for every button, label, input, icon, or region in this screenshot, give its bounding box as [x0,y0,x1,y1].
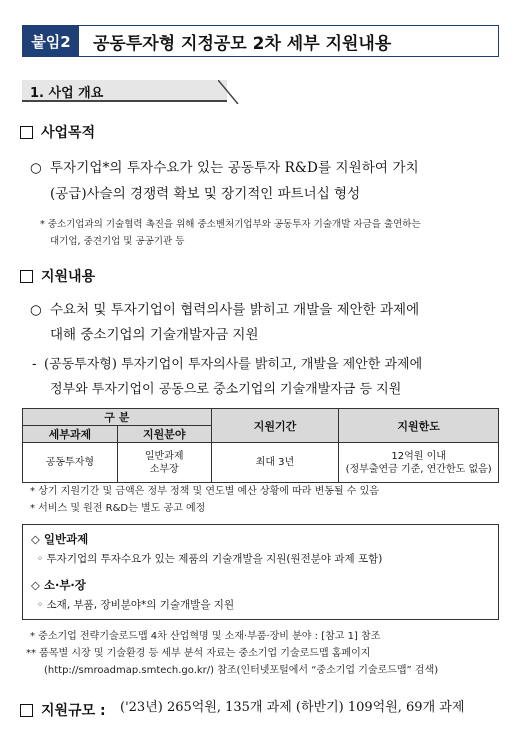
scale-heading [20,700,106,720]
content-dash-line-1: (공동투자형) 투자기업이 투자의사를 밝히고, 개발을 제안한 과제에 [44,357,423,372]
content-dash-line-2: 정부와 투자기업이 공동으로 중소기업의 기술개발자금 등 지원 [50,382,402,397]
purpose-heading [20,122,95,142]
table-note-1: * 상기 지원기간 및 금액은 정부 정책 및 연도별 예산 상황에 따라 변동될 수 있음 [30,486,379,497]
footnote-2: ** 품목별 시장 및 기술환경 등 세부 분석 자료는 중소기업 기술로드맵 홈페이지 [26,648,371,659]
table-cell-limit-line-1: 12억원 이내 [391,450,446,462]
purpose-line-2: (공급)사슬의 경쟁력 확보 및 장기적인 파트너십 형성 [50,186,361,202]
table-cell-limit-line-2: (정부출연금 기준, 연간한도 없음) [345,463,492,475]
table-header-task: 세부과제 [23,426,118,443]
footnote-3: (http://smroadmap.smtech.go.kr/) 참조(인터넷포털에서 “중소기업 기술로드맵” 검색) [44,665,439,676]
sobujang-text: ◦ 소재, 부품, 장비분야*의 기술개발을 지원 [37,599,235,611]
table-cell-period: 최대 3년 [211,443,339,483]
table-cell-field-line-1: 일반과제 [144,450,184,462]
general-task-heading: ◇ 일반과제 [31,532,89,546]
section-corner-slash [218,80,240,104]
table-cell-field-line-2: 소부장 [149,463,179,475]
table-row [23,443,499,483]
purpose-line-1: 투자기업*의 투자수요가 있는 공동투자 R&D를 지원하여 가치 [50,160,419,176]
appendix-tag: 붙임2 [23,26,79,56]
square-bullet-icon [20,126,33,139]
table-header-limit: 지원한도 [339,409,499,443]
square-bullet-icon [20,270,33,283]
sobujang-heading: ◇ 소·부·장 [31,578,86,592]
general-task-text: ◦ 투자기업의 투자수요가 있는 제품의 기술개발을 지원(원전분야 과제 포함) [37,553,383,565]
section-heading [22,80,232,106]
square-bullet-icon [20,704,33,717]
table-header-field: 지원분야 [117,426,211,443]
footnote-1: * 중소기업 전략기술로드맵 4차 산업혁명 및 소재·부품·장비 분야 : [참고 1] 참조 [30,631,381,642]
content-line-1: 수요처 및 투자기업이 협력의사를 밝히고 개발을 제안한 과제에 [50,302,420,318]
content-heading [20,266,95,286]
table-note-2: * 서비스 및 원전 R&D는 별도 공고 예정 [30,503,206,514]
purpose-note-2: 대기업, 중견기업 및 공공기관 등 [50,236,185,247]
support-field-panel [22,524,499,620]
table-cell-task: 공동투자형 [23,443,118,483]
purpose-bullet-symbol: ○ [30,160,42,176]
table-cell-limit [339,443,499,483]
table-cell-field [117,443,211,483]
table-header-period: 지원기간 [211,409,339,443]
content-line-2: 대해 중소기업의 기술개발자금 지원 [50,327,259,343]
purpose-note-1: * 중소기업과의 기술협력 촉진을 위해 중소벤처기업부와 공동투자 기술개발 자금을 출연하는 [40,219,421,230]
content-dash-symbol: - [32,356,37,372]
support-table [22,408,499,483]
scale-text: ('23년) 265억원, 135개 과제 (하반기) 109억원, 69개 과제 [120,700,465,715]
section-heading-text: 1. 사업 개요 [30,86,104,101]
table-group-header: 구 분 [23,409,212,426]
appendix-title: 공동투자형 지정공모 2차 세부 지원내용 [93,33,392,54]
scale-heading-text: 지원규모 : [41,703,106,719]
content-bullet-symbol: ○ [30,302,42,318]
content-heading-text: 지원내용 [41,269,96,285]
purpose-heading-text: 사업목적 [41,125,96,141]
appendix-header [22,25,499,57]
